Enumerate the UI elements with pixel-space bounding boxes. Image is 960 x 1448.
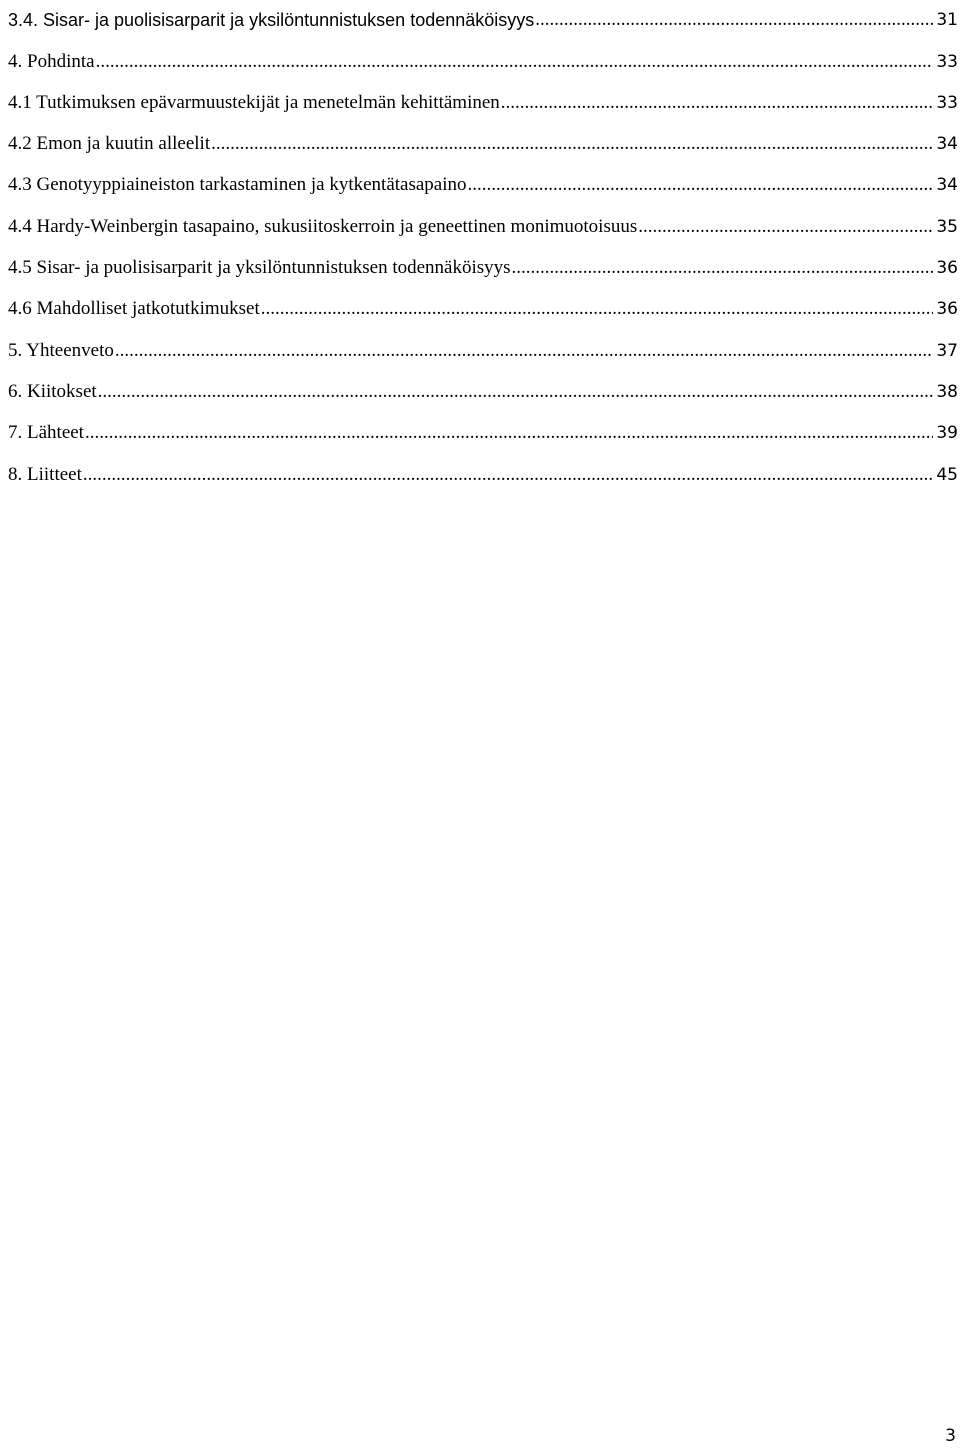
toc-entry-page: 36 [936, 258, 958, 279]
toc-dot-leader [211, 134, 933, 165]
toc-entry[interactable] [8, 83, 958, 124]
toc-entry[interactable] [8, 289, 958, 330]
toc-entry[interactable] [8, 248, 958, 289]
toc-entry[interactable] [8, 0, 958, 41]
toc-entry-page: 33 [936, 92, 958, 113]
toc-entry[interactable] [8, 454, 958, 495]
toc-entry-page: 45 [936, 464, 958, 485]
toc-entry[interactable] [8, 330, 958, 371]
toc-dot-leader [83, 465, 933, 496]
toc-entry-page: 38 [936, 381, 958, 402]
toc-entry-title: 7. Lähteet [8, 422, 84, 444]
toc-entry[interactable] [8, 413, 958, 454]
toc-entry-title: 8. Liitteet [8, 463, 82, 485]
toc-entry-title: 4.6 Mahdolliset jatkotutkimukset [8, 298, 260, 320]
toc-entry-page: 39 [936, 423, 958, 444]
toc-entry[interactable] [8, 124, 958, 165]
toc-entry-page: 37 [936, 340, 958, 361]
toc-entry-title: 4.5 Sisar- ja puolisisarparit ja yksilöntunnistuksen todennäköisyys [8, 257, 511, 279]
toc-entry-page: 31 [936, 10, 958, 31]
toc-dot-leader [535, 10, 933, 41]
toc-entry-page: 34 [936, 175, 958, 196]
toc-entry-title: 5. Yhteenveto [8, 339, 114, 361]
toc-entry[interactable] [8, 372, 958, 413]
toc-dot-leader [501, 93, 934, 124]
page-number: 3 [945, 1426, 956, 1446]
toc-dot-leader [98, 382, 934, 413]
toc-entry-title: 3.4. Sisar- ja puolisisarparit ja yksilöntunnistuksen todennäköisyys [8, 10, 535, 31]
toc-entry-page: 36 [936, 299, 958, 320]
toc-entry-title: 4.3 Genotyyppiaineiston tarkastaminen ja kytkentätasapaino [8, 174, 467, 196]
toc-dot-leader [512, 258, 934, 289]
toc-entry-page: 33 [936, 51, 958, 72]
toc-entry-title: 4.4 Hardy-Weinbergin tasapaino, sukusiitoskerroin ja geneettinen monimuotoisuus [8, 215, 638, 237]
toc-dot-leader [468, 175, 934, 206]
toc-entry-page: 35 [936, 216, 958, 237]
toc-entry[interactable] [8, 206, 958, 247]
toc-dot-leader [85, 423, 933, 454]
toc-dot-leader [638, 217, 933, 248]
toc-entry-title: 4.1 Tutkimuksen epävarmuustekijät ja menetelmän kehittäminen [8, 91, 500, 113]
toc-dot-leader [115, 341, 933, 372]
toc-entry[interactable] [8, 41, 958, 82]
toc-entry-page: 34 [936, 134, 958, 155]
toc-entry-title: 4. Pohdinta [8, 50, 95, 72]
toc-dot-leader [261, 299, 934, 330]
toc-entry-title: 4.2 Emon ja kuutin alleelit [8, 133, 211, 155]
toc-dot-leader [96, 52, 934, 83]
toc-entry-title: 6. Kiitokset [8, 380, 97, 402]
toc-entry[interactable] [8, 165, 958, 206]
table-of-contents [8, 0, 958, 496]
